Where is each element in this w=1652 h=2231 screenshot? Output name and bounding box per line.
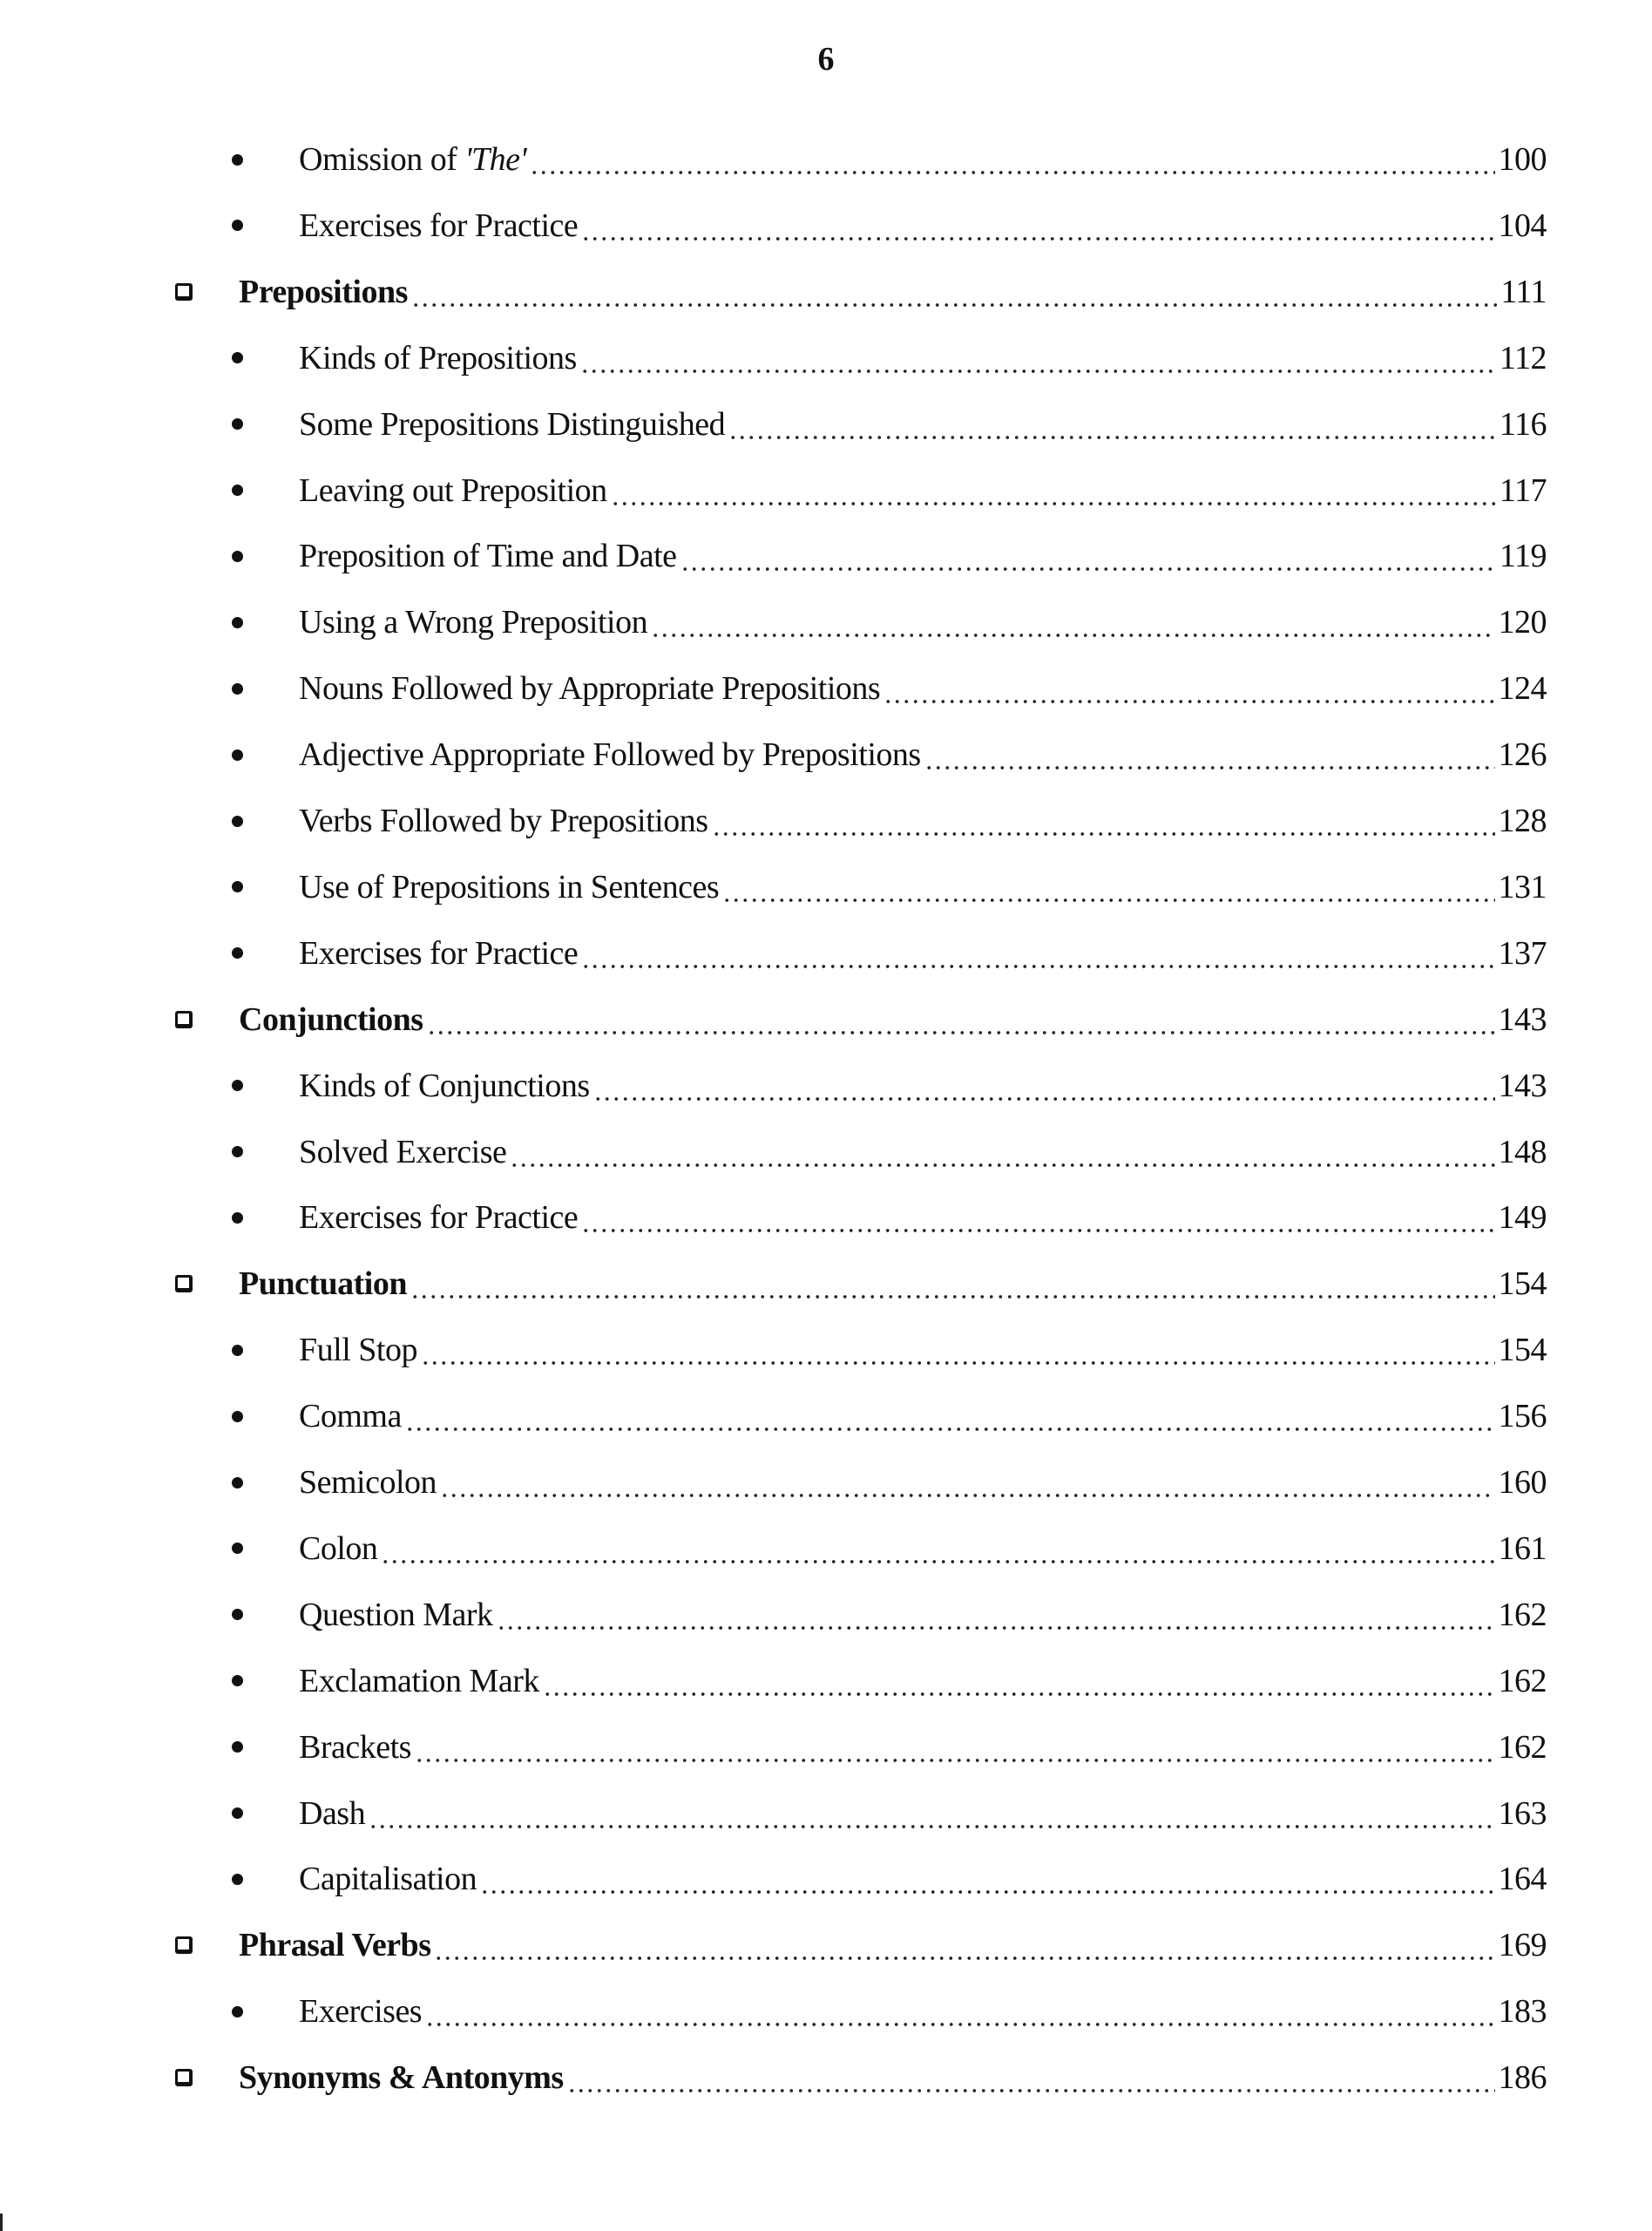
toc-entry[interactable]	[239, 2051, 1547, 2104]
bullet-icon-shape	[232, 1543, 243, 1554]
toc-page-number: 112	[1499, 339, 1547, 376]
toc-entry-title-text: Adjective Appropriate Followed by Prepositions	[299, 736, 921, 774]
toc-entry-title-text: Colon	[299, 1529, 378, 1567]
toc-entry-row[interactable]	[0, 530, 1652, 582]
bullet-icon-shape	[232, 1146, 243, 1157]
toc-entry-title	[299, 1067, 590, 1105]
toc-entry-row[interactable]	[0, 1853, 1652, 1905]
toc-entry-row[interactable]	[0, 1191, 1652, 1244]
page-number: 6	[817, 41, 835, 78]
toc-page-number: 143	[1498, 1000, 1547, 1038]
square-icon	[171, 993, 197, 1046]
bullet-icon-shape	[232, 1411, 243, 1422]
dot-leader	[421, 1324, 1495, 1376]
bullet-icon	[228, 1191, 246, 1244]
toc-entry-title	[299, 603, 647, 641]
bullet-icon-shape	[232, 749, 243, 761]
toc-entry-row[interactable]	[0, 1589, 1652, 1641]
bullet-icon-shape	[232, 683, 243, 695]
toc-entry[interactable]	[299, 596, 1547, 648]
dot-leader	[581, 927, 1494, 980]
toc-entry-title-text: Exercises for Practice	[299, 1199, 579, 1237]
toc-page-number: 162	[1498, 1596, 1547, 1633]
toc-page-number: 164	[1498, 1861, 1547, 1898]
dot-leader	[480, 1853, 1494, 1905]
toc-entry-row[interactable]	[0, 1655, 1652, 1707]
toc-entry[interactable]	[299, 1126, 1547, 1178]
toc-entry-title-text: Brackets	[299, 1728, 411, 1766]
toc-page-number: 143	[1498, 1067, 1547, 1104]
toc-section-row[interactable]	[0, 2051, 1652, 2104]
toc-entry-title-text: Leaving out Preposition	[299, 471, 607, 509]
dot-leader	[411, 266, 1497, 318]
toc-entry[interactable]	[299, 1324, 1547, 1376]
toc-entry-title	[239, 273, 408, 311]
toc-page-number: 126	[1498, 736, 1547, 774]
toc-entry-title	[299, 339, 577, 377]
toc-entry[interactable]	[299, 1655, 1547, 1707]
bullet-icon	[228, 133, 246, 186]
dot-leader	[427, 993, 1495, 1046]
bullet-icon	[228, 927, 246, 980]
toc-entry-title	[299, 1860, 477, 1898]
toc-entry[interactable]	[299, 1060, 1547, 1112]
toc-page-number: 149	[1498, 1199, 1547, 1237]
bullet-icon-shape	[232, 1675, 243, 1686]
toc-entry-row[interactable]	[0, 1456, 1652, 1509]
scan-edge-mark	[0, 2214, 3, 2231]
bullet-icon	[228, 530, 246, 582]
toc-entry-row[interactable]	[0, 1985, 1652, 2038]
toc-entry[interactable]	[299, 398, 1547, 451]
toc-entry-row[interactable]	[0, 1721, 1652, 1773]
toc-entry-title	[299, 736, 921, 774]
toc-entry-title-text: Exercises for Practice	[299, 207, 579, 244]
toc-entry[interactable]	[299, 332, 1547, 384]
toc-page-number: 148	[1498, 1133, 1547, 1170]
toc-entry-title	[299, 669, 880, 708]
toc-entry[interactable]	[299, 1853, 1547, 1905]
toc-entry[interactable]	[299, 662, 1547, 715]
bullet-icon	[228, 465, 246, 517]
toc-entry-row[interactable]	[0, 1787, 1652, 1840]
bullet-icon	[228, 596, 246, 648]
toc-page-number: 183	[1498, 1993, 1547, 2031]
toc-entry-title-text: Dash	[299, 1794, 366, 1832]
toc-page-number: 128	[1498, 803, 1547, 839]
toc-page-number: 160	[1498, 1464, 1547, 1501]
toc-entry-title	[299, 1596, 493, 1634]
toc-entry-title	[299, 1794, 365, 1833]
toc-entry-title	[299, 1992, 422, 2031]
toc-entry-row[interactable]	[0, 1060, 1652, 1112]
dot-leader	[924, 729, 1495, 781]
toc-entry-title	[299, 934, 578, 973]
toc-entry-title-text: Capitalisation	[299, 1861, 477, 1898]
square-icon	[171, 1258, 197, 1310]
toc-entry-title-text: Preposition of Time and Date	[299, 538, 677, 575]
toc-page-number: 111	[1500, 273, 1547, 310]
toc-entry[interactable]	[239, 1258, 1547, 1310]
dot-leader	[722, 861, 1494, 913]
toc-entry-title	[299, 1728, 411, 1766]
bullet-icon-shape	[232, 485, 243, 496]
toc-entry-row[interactable]	[0, 133, 1652, 186]
dot-leader	[369, 1787, 1494, 1840]
toc-entry-row[interactable]	[0, 465, 1652, 517]
toc-entry-title-text: Nouns Followed by Appropriate Prepositions	[299, 670, 881, 708]
toc-page-number: 117	[1499, 471, 1547, 509]
dot-leader	[510, 1126, 1494, 1178]
toc-page-number: 116	[1499, 405, 1547, 443]
square-icon-shape	[175, 1275, 193, 1292]
bullet-icon-shape	[232, 947, 243, 959]
bullet-icon	[228, 332, 246, 384]
toc-page-number: 154	[1498, 1265, 1547, 1303]
toc-page-number: 169	[1498, 1927, 1547, 1964]
toc-entry[interactable]	[299, 200, 1547, 252]
toc-entry-row[interactable]	[0, 596, 1652, 648]
toc-entry[interactable]	[299, 861, 1547, 913]
toc-entry-row[interactable]	[0, 1126, 1652, 1178]
bullet-icon	[228, 861, 246, 913]
toc-entry[interactable]	[299, 1456, 1547, 1509]
toc-entry[interactable]	[299, 1191, 1547, 1244]
toc-entry[interactable]	[299, 1390, 1547, 1442]
toc-entry-row[interactable]	[0, 200, 1652, 252]
bullet-icon	[228, 1522, 246, 1575]
toc-entry-title-text: Prepositions	[239, 273, 408, 310]
toc-page-number: 154	[1498, 1332, 1547, 1369]
toc-page-number: 119	[1499, 538, 1547, 575]
toc-entry-title	[299, 1662, 539, 1700]
bullet-icon-shape	[232, 1477, 243, 1488]
bullet-icon-shape	[232, 1212, 243, 1224]
toc-entry-row[interactable]	[0, 1390, 1652, 1442]
toc-entry-title	[239, 1000, 423, 1039]
toc-entry[interactable]	[239, 1919, 1547, 1971]
dot-leader	[405, 1390, 1495, 1442]
dot-leader	[884, 662, 1494, 715]
toc-entry-row[interactable]	[0, 662, 1652, 715]
toc-entry-title	[299, 1463, 437, 1502]
toc-entry-title	[299, 471, 607, 510]
square-icon	[171, 266, 197, 318]
bullet-icon	[228, 1456, 246, 1509]
bullet-icon	[228, 1390, 246, 1442]
bullet-icon	[228, 1589, 246, 1641]
toc-entry-title-text: Phrasal Verbs	[239, 1927, 431, 1964]
bullet-icon-shape	[232, 154, 243, 166]
dot-leader	[434, 1919, 1494, 1971]
toc-entry-title	[299, 1397, 402, 1435]
toc-entry-title-text: Some Prepositions Distinguished	[299, 405, 726, 443]
toc-entry[interactable]	[239, 266, 1547, 318]
dot-leader	[580, 332, 1496, 384]
toc-entry[interactable]	[299, 1522, 1547, 1575]
toc-entry-row[interactable]	[0, 861, 1652, 913]
toc-entry-title-text: Exercises for Practice	[299, 934, 579, 972]
toc-section-row[interactable]	[0, 993, 1652, 1046]
bullet-icon	[228, 200, 246, 252]
toc-page-number: 124	[1498, 670, 1547, 708]
toc-entry-title-text: Exclamation Mark	[299, 1662, 539, 1699]
bullet-icon-shape	[232, 1345, 243, 1356]
toc-entry-title	[299, 537, 677, 575]
toc-entry-title	[299, 1133, 506, 1171]
bullet-icon	[228, 1853, 246, 1905]
toc-page-number: 162	[1498, 1662, 1547, 1699]
toc-entry-title-text: Synonyms & Antonyms	[239, 2059, 564, 2097]
toc-entry-title	[299, 1331, 417, 1369]
toc-entry-row[interactable]	[0, 1522, 1652, 1575]
bullet-icon-shape	[232, 220, 243, 231]
toc-entry[interactable]	[299, 465, 1547, 517]
dot-leader	[651, 596, 1494, 648]
toc-page-number: 104	[1498, 207, 1547, 244]
dot-leader	[415, 1721, 1495, 1773]
dot-leader	[381, 1522, 1494, 1575]
bullet-icon	[228, 1985, 246, 2038]
bullet-icon-shape	[232, 816, 243, 827]
bullet-icon-shape	[232, 551, 243, 562]
bullet-icon	[228, 1060, 246, 1112]
dot-leader	[593, 1060, 1495, 1112]
square-icon-shape	[175, 1936, 193, 1954]
toc-entry[interactable]	[299, 927, 1547, 980]
toc-entry[interactable]	[299, 729, 1547, 781]
bullet-icon-shape	[232, 352, 243, 363]
bullet-icon	[228, 1655, 246, 1707]
square-icon-shape	[175, 2069, 193, 2086]
bullet-icon	[228, 1324, 246, 1376]
toc-entry-title-text: Comma	[299, 1398, 402, 1435]
bullet-icon-shape	[232, 617, 243, 628]
toc-entry-title-text: Omission of	[299, 141, 465, 178]
toc-entry-row[interactable]	[0, 332, 1652, 384]
toc-entry-title	[239, 1926, 430, 1964]
toc-entry-title	[239, 2058, 564, 2097]
toc-entry-title-text: Exercises	[299, 1993, 423, 2031]
dot-leader	[680, 530, 1496, 582]
toc-entry[interactable]	[299, 133, 1547, 186]
toc-entry-row[interactable]	[0, 1324, 1652, 1376]
toc-entry-title-italic: 'The'	[464, 141, 527, 178]
bullet-icon-shape	[232, 1874, 243, 1885]
dot-leader	[581, 1191, 1494, 1244]
toc-entry-title-text: Semicolon	[299, 1464, 437, 1501]
bullet-icon-shape	[232, 2006, 243, 2017]
bullet-icon-shape	[232, 1080, 243, 1091]
toc-entry-title-text: Kinds of Conjunctions	[299, 1067, 590, 1104]
toc-page-number: 100	[1498, 141, 1547, 178]
toc-section-row[interactable]	[0, 1919, 1652, 1971]
dot-leader	[440, 1456, 1494, 1509]
toc-entry-title-text: Solved Exercise	[299, 1133, 507, 1170]
toc-section-row[interactable]	[0, 1258, 1652, 1310]
toc-entry[interactable]	[299, 1787, 1547, 1840]
dot-leader	[543, 1655, 1495, 1707]
toc-entry-row[interactable]	[0, 398, 1652, 451]
toc-entry[interactable]	[239, 993, 1547, 1046]
toc-entry-title	[299, 1529, 377, 1568]
toc-entry-title-text: Full Stop	[299, 1332, 417, 1369]
bullet-icon-shape	[232, 418, 243, 430]
toc-entry[interactable]	[299, 795, 1547, 847]
bullet-icon-shape	[232, 881, 243, 892]
toc-entry-title	[299, 868, 719, 906]
dot-leader	[712, 795, 1495, 847]
dot-leader	[497, 1589, 1495, 1641]
square-icon	[171, 2051, 197, 2104]
toc-section-row[interactable]	[0, 266, 1652, 318]
toc-entry-title-text: Question Mark	[299, 1596, 493, 1633]
bullet-icon-shape	[232, 1741, 243, 1753]
toc-entry-title-text: Kinds of Prepositions	[299, 339, 577, 376]
bullet-icon	[228, 662, 246, 715]
dot-leader	[425, 1985, 1494, 2038]
toc-page-number: 186	[1498, 2059, 1547, 2097]
toc-entry-title	[239, 1265, 407, 1303]
toc-entry-title	[299, 1198, 578, 1237]
bullet-icon-shape	[232, 1609, 243, 1620]
toc-entry-title	[299, 802, 708, 840]
toc-entry[interactable]	[299, 530, 1547, 582]
bullet-icon	[228, 795, 246, 847]
dot-leader	[581, 200, 1494, 252]
toc-entry-title	[299, 140, 526, 179]
toc-page-number: 120	[1498, 604, 1547, 641]
dot-leader	[611, 465, 1496, 517]
bullet-icon-shape	[232, 1807, 243, 1819]
bullet-icon	[228, 1721, 246, 1773]
toc-entry-title	[299, 207, 578, 245]
bullet-icon	[228, 729, 246, 781]
toc-entry[interactable]	[299, 1589, 1547, 1641]
toc-page-number: 161	[1498, 1529, 1547, 1567]
toc-entry-row[interactable]	[0, 927, 1652, 980]
toc-page-number: 137	[1498, 934, 1547, 972]
toc-entry-row[interactable]	[0, 795, 1652, 847]
toc-entry[interactable]	[299, 1721, 1547, 1773]
toc-page-number: 156	[1498, 1398, 1547, 1435]
toc-entry-title	[299, 405, 725, 444]
toc-page-number: 163	[1498, 1794, 1547, 1832]
toc-page-number: 131	[1498, 868, 1547, 905]
square-icon-shape	[175, 1011, 193, 1028]
toc-entry-title-text: Conjunctions	[239, 1000, 423, 1038]
bullet-icon	[228, 398, 246, 451]
toc-entry-title-text: Verbs Followed by Prepositions	[299, 803, 708, 839]
dot-leader	[728, 398, 1496, 451]
toc-entry-title-text: Using a Wrong Preposition	[299, 604, 648, 641]
square-icon	[171, 1919, 197, 1971]
square-icon-shape	[175, 283, 193, 301]
toc-entry-title-text: Punctuation	[239, 1265, 407, 1303]
toc-page-number: 162	[1498, 1728, 1547, 1766]
toc-entry[interactable]	[299, 1985, 1547, 2038]
dot-leader	[410, 1258, 1495, 1310]
bullet-icon	[228, 1787, 246, 1840]
dot-leader	[567, 2051, 1495, 2104]
toc-entry-title-text: Use of Prepositions in Sentences	[299, 868, 720, 905]
toc-entry-row[interactable]	[0, 729, 1652, 781]
bullet-icon	[228, 1126, 246, 1178]
dot-leader	[530, 133, 1494, 186]
